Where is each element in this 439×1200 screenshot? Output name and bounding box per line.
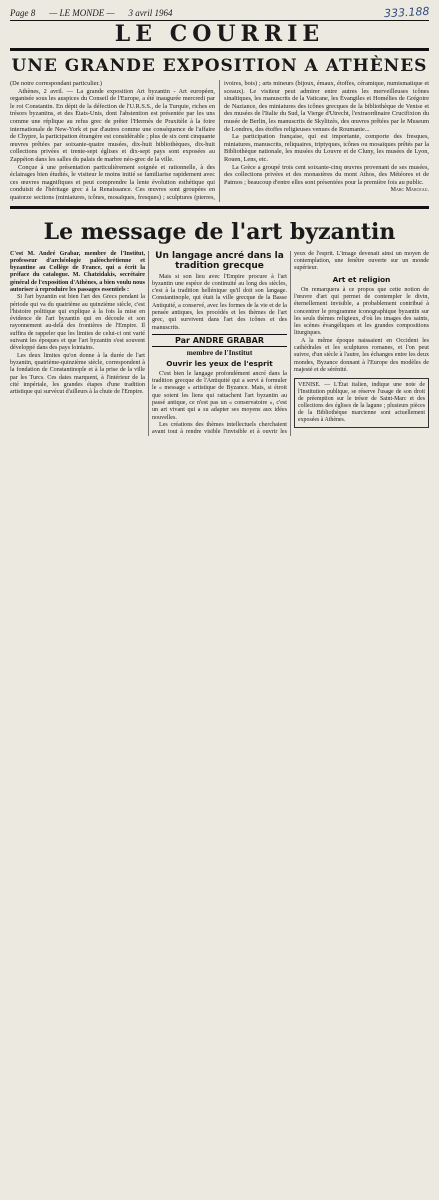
subheading-esprit: Ouvrir les yeux de l'esprit — [166, 359, 273, 369]
exposition-body — [10, 80, 429, 202]
exposition-paragraph: La Grèce a groupé trois cent soixante-cinq œuvres provenant de ses musées, des collections privées et des monastères du mont Athos, des Météores et de Patmos ; beaucoup d'entre elles sont présentées pour la première fois au public. — [224, 163, 429, 186]
article-intro: C'est M. André Grabar, membre de l'Institut, professeur d'archéologie paléochrétienne et byzantine au Collège de France, qui a écrit la préface du catalogue. M. Chatzidakis, secrétaire général de l'exposition d'Athènes, a bien voulu nous autoriser à reproduire les passages essentiels : — [10, 250, 145, 293]
main-article — [10, 219, 429, 437]
article-paragraph: A la même époque naissaient en Occident les cathédrales et les sculptures romanes, et l'on peut suivre, d'un siècle à l'autre, les échanges entre les deux mondes, Byzance donnant à l'Europe des modèles de majesté et de sérénité. — [294, 337, 429, 373]
exposition-article — [10, 56, 429, 202]
page-number: Page 8 — [10, 8, 36, 18]
article-byline-title: membre de l'Institut — [186, 348, 253, 358]
subheading-langage: Un langage ancré dans la tradition grecque — [155, 250, 284, 271]
article-paragraph: On remarquera à ce propos que cette notion de l'œuvre d'art qui permet de contempler le divin, éternellement invisible, a probablement contribué à concentrer le programme iconographique byzantin sur les seuls thèmes religieux, d'où les images des saints, les scènes évangéliques et les grandes compositions liturgiques. — [294, 286, 429, 337]
newspaper-page — [10, 6, 429, 1194]
article-paragraph: Si l'art byzantin est bien l'art des Grecs pendant la période qui va du quatrième au quinzième siècle, c'est l'histoire politique qui explique à la fois la mise en évidence de l'art byzantin qui en découle et son rayonnement au-delà des frontières de l'Empire. Il suffira de rappeler que les limites de celui-ci ont varié suivant les époques et que l'art byzantin s'est souvent développé dans des pays lointains. — [10, 294, 145, 352]
venise-brief — [294, 378, 429, 428]
issue-date: 3 avril 1964 — [128, 8, 173, 18]
section-rubric: LE COURRIE — [114, 21, 325, 47]
exposition-intro: (De notre correspondant particulier.) — [10, 80, 102, 87]
rubric-rule — [10, 48, 429, 51]
article-title: Le message de l'art byzantin — [43, 218, 396, 245]
article-paragraph: Les deux limites qu'on donne à la durée de l'art byzantin, quatrième-quinzième siècle, correspondent à la fondation de Constantinople et à la prise de la ville par les Turcs. Ces dates marquent, à l'intérieur de la cité impériale, les grandes étapes d'une tradition artistique qui survécut d'ailleurs à la chute de l'Empire. — [10, 352, 145, 396]
article-paragraph: C'est bien le langage profondément ancré dans la tradition grecque de l'Antiquité qui a servi à formuler le « message » artistique de Byzance. Mais, si étroit que soient les liens qui rattachent l'art byzantin au passé antique, ce n'est pas un « conservatoire », c'est un art vivant qui a su adapter ses moyens aux idées nouvelles. — [152, 370, 287, 421]
article-byline: Par ANDRE GRABAR — [152, 334, 287, 347]
article-paragraph: Mais si son lieu avec l'Empire procure à l'art byzantin une espèce de continuité au long des siècles, c'est à la tradition hellénique qu'il doit son langage. Constantinople, qui était la ville grecque de la Basse Antiquité, a conservé, avec les formes de la vie et de la pensée antiques, les procédés et les thèmes de l'art grec, qui survivent dans l'art des icônes et des manuscrits. — [152, 273, 287, 331]
article-separator — [10, 206, 429, 209]
exposition-title: UNE GRANDE EXPOSITION A ATHÈNES — [11, 56, 428, 76]
exposition-paragraph: La participation française, qui est importante, comporte des fresques, miniatures, manuscrits, reliquaires, triptyques, icônes ou mosaïques prêtés par la Bibliothèque nationale, les musées du Louvre et de Cluny, les musées de Lyon, Rouen, Lens, etc. — [224, 133, 429, 163]
newspaper-name: — LE MONDE — — [49, 8, 115, 18]
exposition-paragraph: Conçue à une présentation particulièrement soignée et rationnelle, à des éclairages bien étudiés, le visiteur le moins initié se familiarise rapidement avec ces œuvres magnifiques et peut comprendre la lente évolution esthétique qui conduisit de l'héritage grec à la Renaissance. Ces œuvres sont groupées en quatorze sections (miniatures, icônes, mosaïques, fresques) ; sculptures (pierres, ivoires, bois) ; arts mineurs (bijoux, émaux, étoffes, céramique, numismatique et sceaux). Le visiteur peut admirer entre autres les merveilleuses icônes sinaïtiques, les manuscrits de la Vaticane, les Évangiles et Homélies de Grégoire de Naziance, des miniatures des icônes grecques de la bibliothèque de Venise et des musées de l'Italie du Sud, la Vierge d'Utrecht, l'extraordinaire Crucifixion du musée de Berlin, les manuscrits de Skylitzès, des œuvres prêtées par le Museum de Londres, des étoffes religieuses venues de Roumanie... — [10, 80, 429, 201]
article-paragraph: Les créations des thèmes intellectuels cherchaient avant tout à rendre visible l'invisible et à ouvrir les yeux de l'esprit. L'image devenait ainsi un moyen de contemplation, une fenêtre ouverte sur un monde supérieur. — [152, 250, 429, 436]
page-header — [10, 6, 429, 20]
article-body — [10, 251, 429, 437]
venise-text: VENISE. — L'État italien, indique une note de l'Institution publique, se réserve l'usage de son droit de préemption sur le trésor de Saint-Marc et des collections des églises de la lagune ; plusieurs pièces de la Bibliothèque marcienne sont actuellement exposées à Athènes. — [298, 382, 425, 424]
archive-number: 333.188 — [383, 4, 430, 21]
subheading-religion: Art et religion — [332, 275, 391, 285]
exposition-signature: Marc Marceau. — [390, 187, 429, 194]
exposition-paragraph: Athènes, 2 avril. — La grande exposition Art byzantin - Art européen, organisée sous les auspices du Conseil de l'Europe, a été inaugurée mercredi par le roi Constantin. En dépit de la défection de l'U.R.S.S., de la Turquie, riches en trésors byzantins, et des États-Unis, dont l'abstention est présentée par les uns comme une réplique au refus grec de prêter l'Hermès de Praxitèle à la foire internationale de New-York et par d'autres comme une conséquence de l'affaire de Chypre, la participation étrangère est considérable ; plus de six cent cinquante œuvres prêtées par soixante-quatre musées, dix-huit bibliothèques, dix-huit collections privées et trente-sept églises et dix-sept pays sont exposées au Zappéion dans les salles du palais de marbre néo-grec de la ville. — [10, 87, 215, 163]
